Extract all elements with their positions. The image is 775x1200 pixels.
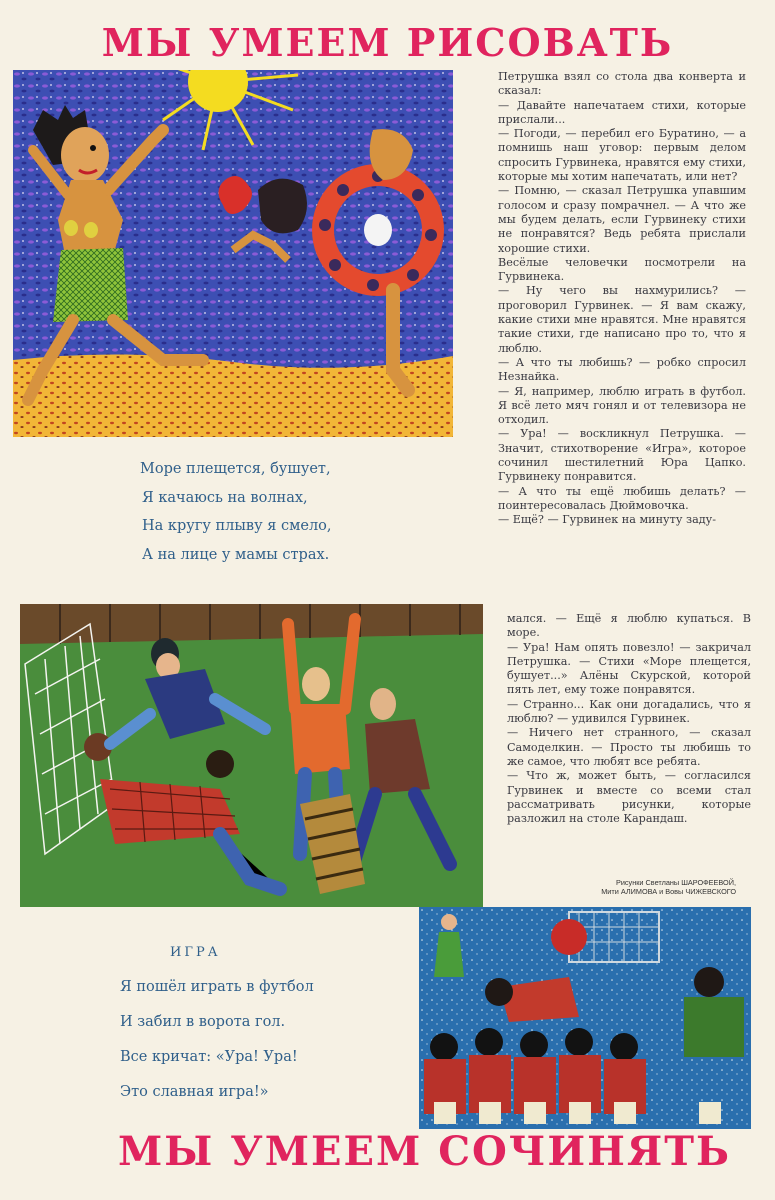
story-paragraph: — Ещё? — Гурвинек на минуту заду- (498, 513, 716, 527)
credits-line: Мити АЛИМОВА и Вовы ЧИЖЕВСКОГО (601, 887, 736, 896)
story-paragraph: — А что ты любишь? — робко спросил Незнайка. (498, 355, 746, 384)
story-paragraph: — Давайте напечатаем стихи, которые прислали... (498, 98, 746, 126)
poem-line: Это славная игра!» (120, 1084, 269, 1100)
story-paragraph: Петрушка взял со стола два конверта и сказал: (498, 70, 746, 98)
story-paragraph: мался. — Ещё я люблю купаться. В море. (507, 612, 751, 640)
poem-line: Море плещется, бушует, (140, 461, 331, 477)
story-column-2 (507, 612, 751, 826)
poem-line: На кругу плыву я смело, (142, 518, 332, 534)
page-title-writing: МЫ УМЕЕМ СОЧИНЯТЬ (118, 1128, 732, 1175)
story-paragraph: — Помню, — сказал Петрушка упавшим голосом и сразу помрачнел. — А что же мы будем делать, если Гурвинеку стихи не понравятся? Ведь ребята прислали хорошие стихи. (498, 184, 746, 255)
story-paragraph: — Ура! Нам опять повезло! — закричал Петрушка. — Стихи «Море плещется, бушует...» Алёны Скурской, которой пять лет, ему тоже понравятся. (507, 640, 751, 697)
poem-line: А на лице у мамы страх. (142, 546, 330, 563)
story-paragraph: — Что ж, может быть, — согласился Гурвинек и вместе со всеми стал рассматривать рисунки, которые разложил на столе Карандаш. (507, 769, 751, 826)
illustration-credits (536, 878, 736, 896)
story-paragraph: — Ура! — воскликнул Петрушка. — Значит, стихотворение «Игра», которое сочинил шестилетний Юра Цапко. Гурвинеку понравится. (498, 427, 746, 484)
poem-line: И забил в ворота гол. (120, 1014, 286, 1030)
page-title-drawing: МЫ УМЕЕМ РИСОВАТЬ (101, 20, 674, 65)
credits-line: Рисунки Светланы ШАРОФЕЕВОЙ, (615, 878, 736, 887)
story-paragraph: — Ну чего вы нахмурились? — проговорил Гурвинек. — Я вам скажу, какие стихи мне нравятся. Мне нравятся такие стихи, где написано про то, что я люблю. (498, 284, 746, 355)
poem-line: Я качаюсь на волнах, (142, 489, 308, 506)
poem-title: ИГРА (170, 945, 221, 960)
story-paragraph: Весёлые человечки посмотрели на Гурвинека. (498, 255, 746, 284)
story-column-1 (498, 70, 746, 528)
poem-game (120, 935, 314, 1110)
story-paragraph: — Погоди, — перебил его Буратино, — а помнишь наш уговор: первым делом спросить Гурвинека, нравятся ему стихи, которые мы хотим напечатать, или нет? (498, 127, 746, 184)
drawing-football-match (20, 604, 483, 907)
story-paragraph: — Я, например, люблю играть в футбол. Я всё лето мяч гонял и от телевизора не отходил. (498, 384, 746, 427)
poem-sea (128, 455, 332, 569)
story-paragraph: — Ничего нет странного, — сказал Самоделкин. — Просто ты любишь то же самое, что любят все ребята. (507, 726, 751, 768)
poem-line: Все кричат: «Ура! Ура! (120, 1049, 298, 1065)
story-paragraph: — Странно... Как они догадались, что я люблю? — удивился Гурвинек. (507, 697, 751, 726)
story-paragraph: — А что ты ещё любишь делать? — поинтересовалась Дюймовочка. (498, 484, 746, 512)
poem-line: Я пошёл играть в футбол (120, 979, 314, 995)
drawing-sport-team (419, 907, 751, 1129)
drawing-sea-swimming (13, 70, 453, 437)
